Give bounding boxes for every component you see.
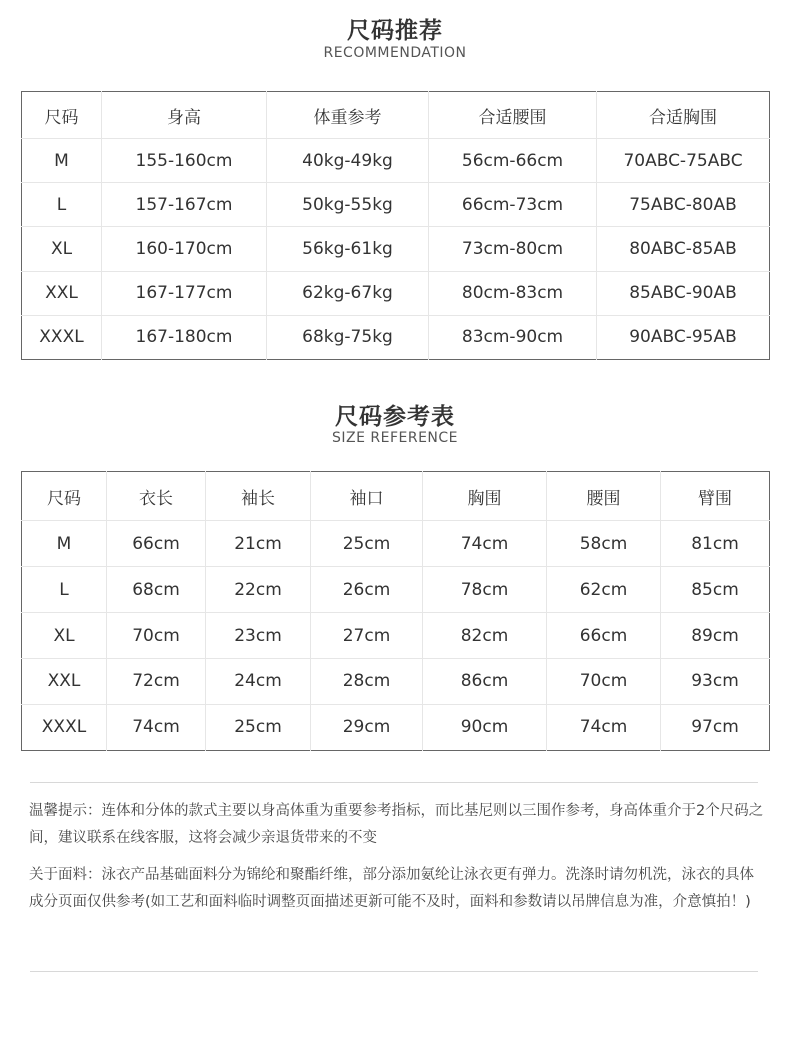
table-cell: XXL xyxy=(22,271,102,315)
table-cell: 22cm xyxy=(206,567,311,613)
column-header: 腰围 xyxy=(547,472,661,521)
table-header-row xyxy=(22,92,770,139)
table-row xyxy=(22,659,770,705)
table-cell: 68kg-75kg xyxy=(267,315,429,359)
table-cell: 72cm xyxy=(107,659,206,705)
table-row xyxy=(22,227,770,271)
table-cell: 70cm xyxy=(547,659,661,705)
table-cell: 56kg-61kg xyxy=(267,227,429,271)
table-cell: 21cm xyxy=(206,521,311,567)
table-cell: 73cm-80cm xyxy=(429,227,597,271)
table-cell: 80ABC-85AB xyxy=(597,227,770,271)
table-cell: L xyxy=(22,567,107,613)
column-header: 身高 xyxy=(102,92,267,139)
table-cell: 66cm-73cm xyxy=(429,183,597,227)
table-cell: 74cm xyxy=(423,521,547,567)
table-cell: XXL xyxy=(22,659,107,705)
table-cell: XL xyxy=(22,613,107,659)
table-cell: 74cm xyxy=(547,704,661,750)
column-header: 臂围 xyxy=(661,472,770,521)
table-cell: 62kg-67kg xyxy=(267,271,429,315)
table-cell: 82cm xyxy=(423,613,547,659)
recommendation-subtitle: RECOMMENDATION xyxy=(323,45,467,61)
table-row xyxy=(22,704,770,750)
table-cell: 167-180cm xyxy=(102,315,267,359)
column-header: 体重参考 xyxy=(267,92,429,139)
fabric-text: 关于面料：泳衣产品基础面料分为锦纶和聚酯纤维，部分添加氨纶让泳衣更有弹力。洗涤时请勿机洗，泳衣的具体成分页面仅供参考(如工艺和面料临时调整页面描述更新可能不及时，面料和参数请以吊牌信息为准，介意慎拍！) xyxy=(29,867,754,910)
table-cell: 74cm xyxy=(107,704,206,750)
table-cell: 86cm xyxy=(423,659,547,705)
table-cell: 56cm-66cm xyxy=(429,139,597,183)
column-header: 合适腰围 xyxy=(429,92,597,139)
table-cell: 68cm xyxy=(107,567,206,613)
table-cell: 167-177cm xyxy=(102,271,267,315)
table-cell: M xyxy=(22,521,107,567)
table-cell: 90cm xyxy=(423,704,547,750)
column-header: 合适胸围 xyxy=(597,92,770,139)
reference-title: 尺码参考表 xyxy=(335,404,455,430)
table-cell: 85ABC-90AB xyxy=(597,271,770,315)
table-row xyxy=(22,613,770,659)
table-row xyxy=(22,567,770,613)
table-cell: 75ABC-80AB xyxy=(597,183,770,227)
table-row xyxy=(22,183,770,227)
table-cell: 66cm xyxy=(547,613,661,659)
table-cell: 89cm xyxy=(661,613,770,659)
table-cell: 58cm xyxy=(547,521,661,567)
table-row xyxy=(22,521,770,567)
table-cell: 27cm xyxy=(311,613,423,659)
table-cell: 160-170cm xyxy=(102,227,267,271)
table-cell: 25cm xyxy=(311,521,423,567)
table-cell: 40kg-49kg xyxy=(267,139,429,183)
table-cell: 81cm xyxy=(661,521,770,567)
column-header: 袖口 xyxy=(311,472,423,521)
table-row xyxy=(22,315,770,359)
table-cell: 25cm xyxy=(206,704,311,750)
table-cell: 155-160cm xyxy=(102,139,267,183)
table-cell: 24cm xyxy=(206,659,311,705)
table-cell: 28cm xyxy=(311,659,423,705)
table-cell: 29cm xyxy=(311,704,423,750)
table-cell: 26cm xyxy=(311,567,423,613)
table-cell: 78cm xyxy=(423,567,547,613)
table-cell: 23cm xyxy=(206,613,311,659)
notes xyxy=(29,798,764,926)
table-cell: M xyxy=(22,139,102,183)
table-cell: 62cm xyxy=(547,567,661,613)
table-cell: 85cm xyxy=(661,567,770,613)
column-header: 衣长 xyxy=(107,472,206,521)
table-cell: XL xyxy=(22,227,102,271)
table-header-row xyxy=(22,472,770,521)
column-header: 胸围 xyxy=(423,472,547,521)
table-cell: L xyxy=(22,183,102,227)
column-header: 袖长 xyxy=(206,472,311,521)
table-cell: 70cm xyxy=(107,613,206,659)
table-cell: 97cm xyxy=(691,717,739,738)
column-header: 尺码 xyxy=(22,92,102,139)
reference-subtitle: SIZE REFERENCE xyxy=(331,430,459,446)
table-cell: 83cm-90cm xyxy=(429,315,597,359)
table-cell: 90ABC-95AB xyxy=(629,327,737,348)
tip-text: 温馨提示：连体和分体的款式主要以身高体重为重要参考指标，而比基尼则以三围作参考，身高体重介于2个尺码之间，建议联系在线客服，这将会减少亲退货带来的不变 xyxy=(29,803,764,846)
reference-table xyxy=(21,471,770,751)
column-header: 尺码 xyxy=(22,472,107,521)
table-cell: 66cm xyxy=(107,521,206,567)
table-cell: 70ABC-75ABC xyxy=(597,139,770,183)
table-cell: 157-167cm xyxy=(102,183,267,227)
recommendation-title: 尺码推荐 xyxy=(347,18,443,44)
divider-bottom xyxy=(30,971,758,972)
table-cell: XXXL xyxy=(22,704,107,750)
table-cell: 50kg-55kg xyxy=(267,183,429,227)
table-row xyxy=(22,271,770,315)
divider-top xyxy=(30,782,758,783)
table-cell: 93cm xyxy=(661,659,770,705)
table-cell: 80cm-83cm xyxy=(429,271,597,315)
recommendation-table xyxy=(21,91,770,360)
table-row xyxy=(22,139,770,183)
table-cell: XXXL xyxy=(22,315,102,359)
